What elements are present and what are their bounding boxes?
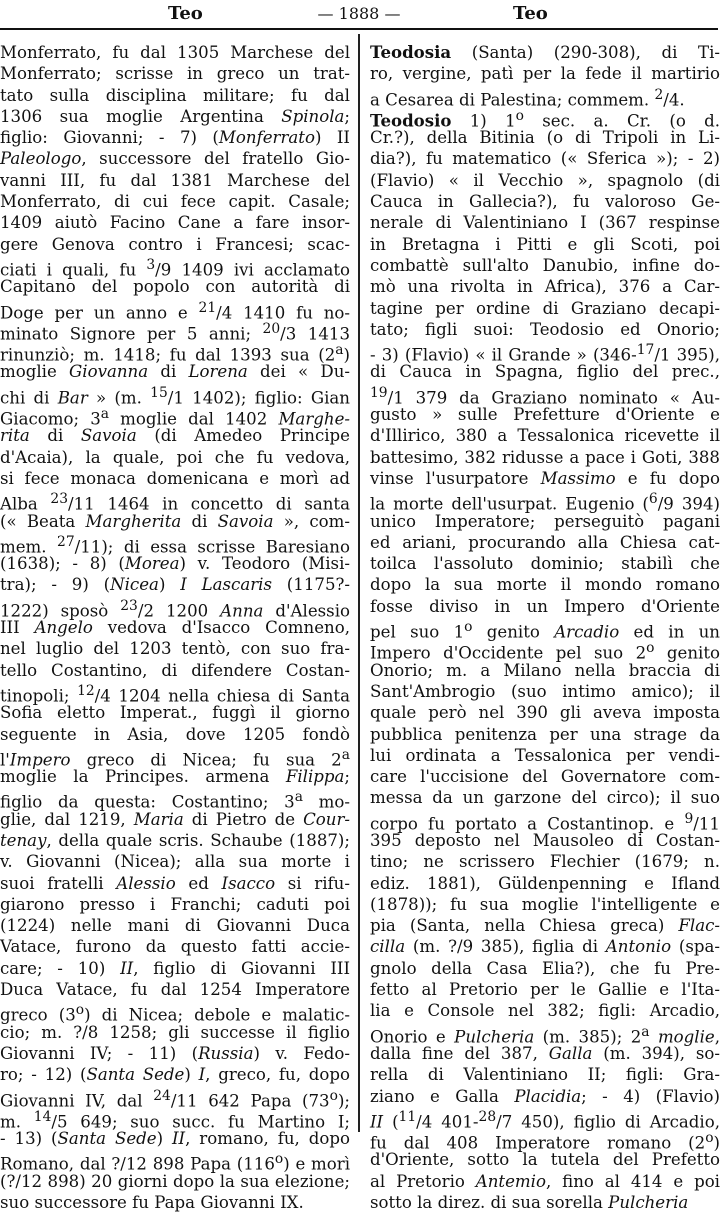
text-line: tenay, della quale scris. Schaube (1887); bbox=[0, 830, 350, 850]
text-line: gnolo della Casa Elia?), che fu Pre- bbox=[370, 958, 720, 978]
text-line: lui ordinata a Tessalonica per vendi- bbox=[370, 745, 720, 765]
text-line: (1878)); fu sua moglie l'intelligente e bbox=[370, 894, 720, 914]
text-line: ciati i quali, fu $^3$/9 1409 ivi acclamato bbox=[0, 256, 350, 280]
text-line: Giovanni IV; - 11) (Russia) v. Fedo- bbox=[0, 1043, 350, 1063]
text-line: giarono presso i Franchi; caduti poi bbox=[0, 894, 350, 914]
text-line: fosse diviso in un Impero d'Oriente bbox=[370, 596, 720, 616]
text-line: tino; ne scrissero Flechier (1679; n. bbox=[370, 852, 720, 872]
text-line: Capitano del popolo con autorità di bbox=[0, 277, 350, 297]
text-line: ro, vergine, patì per la fede il martirio bbox=[370, 64, 720, 84]
text-line: unico Imperatore; perseguitò pagani bbox=[370, 511, 720, 531]
text-line: pia (Santa, nella Chiesa greca) Flac- bbox=[370, 916, 720, 936]
text-line: moglie Giovanna di Lorena dei « Du- bbox=[0, 362, 350, 382]
text-line: dalla fine del 387, Galla (m. 394), so- bbox=[370, 1043, 720, 1063]
text-line: vanni III, fu dal 1381 Marchese del bbox=[0, 170, 350, 190]
text-line: Sofia eletto Imperat., fuggì il giorno bbox=[0, 703, 350, 723]
text-line: Onorio; m. a Milano nella braccia di bbox=[370, 660, 720, 680]
text-line: la morte dell'usurpat. Eugenio ($^6$/9 394) bbox=[370, 491, 720, 514]
text-line: si fece monaca domenicana e morì ad bbox=[0, 468, 350, 488]
text-line: Giacomo; 3$^a$ moglie dal 1402 Marghe- bbox=[0, 406, 350, 429]
text-line: 395 deposto nel Mausoleo di Costan- bbox=[370, 830, 720, 850]
text-line: 1306 sua moglie Argentina Spinola; bbox=[0, 106, 350, 126]
text-line: lia e Console nel 382; figli: Arcadio, bbox=[370, 1001, 720, 1021]
text-line: rella di Valentiniano II; figli: Gra- bbox=[370, 1065, 720, 1085]
text-line: Cauca in Gallecia?), fu valoroso Ge- bbox=[370, 192, 720, 212]
text-line: combattè sull'alto Danubio, infine do- bbox=[370, 255, 720, 275]
text-line: Monferrato, fu dal 1305 Marchese del bbox=[0, 43, 350, 62]
text-line: tinopoli; $^{12}$/4 1204 nella chiesa di Santa bbox=[0, 682, 350, 706]
text-line: gusto » sulle Prefetture d'Oriente e bbox=[370, 405, 720, 425]
text-line: tato sulla disciplina militare; fu dal bbox=[0, 85, 350, 105]
text-line: 1409 aiutò Facino Cane a fare insor- bbox=[0, 213, 350, 233]
text-line: $^{19}$/1 379 da Graziano nominato « Au- bbox=[370, 384, 720, 408]
page-header bbox=[0, 0, 718, 30]
text-line: fu dal 408 Imperatore romano (2$^o$) bbox=[370, 1130, 720, 1153]
text-line: III Angelo vedova d'Isacco Comneno, bbox=[0, 618, 350, 638]
text-line: Teodosio 1) 1$^o$ sec. a. Cr. (o d. bbox=[370, 107, 720, 131]
text-line: battesimo, 382 ridusse a pace i Goti, 388 bbox=[370, 447, 720, 467]
text-line: pel suo 1$^o$ genito Arcadio ed in un bbox=[370, 619, 720, 642]
text-line: seguente in Asia, dove 1205 fondò bbox=[0, 724, 350, 744]
text-line: nerale di Valentiniano I (367 respinse bbox=[370, 213, 720, 233]
text-line: ro; - 12) (Santa Sede) I, greco, fu, dopo bbox=[0, 1065, 350, 1085]
text-line: al Pretorio Antemio, fino al 414 e poi bbox=[370, 1171, 720, 1191]
text-line: rita di Savoia (di Amedeo Principe bbox=[0, 426, 350, 446]
text-line: minato Signore per 5 anni; $^{20}$/3 1413 bbox=[0, 320, 351, 344]
text-line: Sant'Ambrogio (suo intimo amico); il bbox=[370, 681, 720, 701]
right-column bbox=[370, 42, 720, 1213]
text-line: (1224) nelle mani di Giovanni Duca bbox=[0, 916, 350, 936]
text-line: Giovanni IV, dal $^{24}$/11 642 Papa (73$^o$); bbox=[0, 1087, 351, 1111]
text-line: Impero d'Occidente pel suo 2$^o$ genito bbox=[370, 640, 720, 663]
text-line: sotto la direz. di sua sorella Pulcheria bbox=[370, 1193, 689, 1213]
text-line: messa da un garzone del circo); il suo bbox=[370, 788, 720, 808]
text-line: nel luglio del 1203 tentò, con suo fra- bbox=[0, 639, 350, 659]
text-line: v. Giovanni (Nicea); alla sua morte i bbox=[0, 852, 350, 872]
text-line: Teodosia (Santa) (290-308), di Ti- bbox=[370, 42, 720, 62]
text-line: pubblica penitenza per una strage da bbox=[370, 724, 720, 744]
text-line: 1222) sposò $^{23}$/2 1200 Anna d'Alessio bbox=[0, 597, 350, 621]
text-line: ziano e Galla Placidia; - 4) (Flavio) bbox=[370, 1086, 720, 1106]
text-line: di Cauca in Spagna, figlio del prec., bbox=[370, 362, 720, 382]
text-line: mem. $^{27}$/11); di essa scrisse Baresiano bbox=[0, 533, 350, 557]
text-line: Romano, dal ?/12 898 Papa (116$^o$) e morì bbox=[0, 1151, 350, 1174]
text-line: d'Illirico, 380 a Tessalonica ricevette il bbox=[370, 426, 720, 446]
text-line: dopo la sua morte il mondo romano bbox=[370, 575, 720, 595]
text-line: II ($^{11}$/4 401-$^{28}$/7 450), figlio di Arcadio, bbox=[370, 1108, 720, 1132]
text-line: tato; figli suoi: Teodosio ed Onorio; bbox=[370, 319, 720, 339]
text-line: d'Oriente, sotto la tutela del Prefetto bbox=[370, 1150, 720, 1170]
text-line: figlio: Giovanni; - 7) (Monferrato) II bbox=[0, 128, 350, 148]
text-line: Doge per un anno e $^{21}$/4 1410 fu no- bbox=[0, 299, 350, 323]
text-line: glie, dal 1219, Maria di Pietro de Cour- bbox=[0, 809, 350, 829]
text-line: Paleologo, successore del fratello Gio- bbox=[0, 149, 350, 169]
text-line: - 3) (Flavio) « il Grande » (346-$^{17}$/1 395), bbox=[370, 342, 720, 365]
text-line: Duca Vatace, fu dal 1254 Imperatore bbox=[0, 980, 350, 1000]
header-left-word: Teo bbox=[168, 3, 203, 24]
text-line: (Flavio) « il Vecchio », spagnolo (di bbox=[370, 170, 720, 190]
text-line: in Bretagna i Pitti e gli Scoti, poi bbox=[370, 234, 720, 254]
text-line: Onorio e Pulcheria (m. 385); 2$^a$ moglie, bbox=[370, 1023, 720, 1047]
text-line: ediz. 1881), Güldenpenning e Ifland bbox=[370, 873, 720, 893]
text-line: (« Beata Margherita di Savoia », com- bbox=[0, 511, 350, 531]
text-line: care l'uccisione del Governatore com- bbox=[370, 767, 720, 787]
text-line: suoi fratelli Alessio ed Isacco si rifu- bbox=[0, 873, 350, 893]
text-line: fetto al Pretorio per le Gallie e l'Ita- bbox=[370, 980, 720, 1000]
text-line: d'Acaia), la quale, poi che fu vedova, bbox=[0, 447, 350, 467]
text-line: rinunziò; m. 1418; fu dal 1393 sua (2$^a$) bbox=[0, 342, 350, 365]
page-number: — 1888 — bbox=[317, 4, 401, 23]
text-line: Monferrato, di cui fece capit. Casale; bbox=[0, 192, 350, 212]
left-column bbox=[0, 42, 350, 1213]
text-line: greco (3$^o$) di Nicea; debole e malatic- bbox=[0, 1002, 350, 1025]
text-line: tra); - 9) (Nicea) I Lascaris (1175?- bbox=[0, 575, 351, 595]
text-line: l'Impero greco di Nicea; fu sua 2$^a$ bbox=[0, 746, 350, 770]
text-line: toilca l'assoluto dominio; stabilì che bbox=[370, 554, 720, 574]
text-line: mò una rivolta in Africa), 376 a Car- bbox=[370, 277, 720, 297]
text-line: m. $^{14}$/5 649; suo succ. fu Martino I; bbox=[0, 1108, 350, 1132]
text-line: chi di Bar » (m. $^{15}$/1 1402); figlio: Gian bbox=[0, 384, 350, 408]
text-line: figlio da questa: Costantino; 3$^a$ mo- bbox=[0, 789, 350, 812]
text-line: dia?), fu matematico (« Sferica »); - 2) bbox=[370, 149, 720, 169]
column-divider bbox=[358, 34, 360, 1132]
text-line: (1638); - 8) (Morea) v. Teodoro (Misi- bbox=[0, 554, 350, 574]
text-line: quale però nel 390 gli aveva imposta bbox=[370, 703, 720, 723]
text-line: corpo fu portato a Costantinop. e $^9$/11 bbox=[370, 810, 720, 834]
header-right-word: Teo bbox=[513, 3, 548, 24]
text-line: Vatace, furono da questo fatti accie- bbox=[0, 937, 350, 957]
text-line: Monferrato; scrisse in greco un trat- bbox=[0, 64, 350, 84]
text-line: care; - 10) II, figlio di Giovanni III bbox=[0, 958, 350, 978]
text-line: suo successore fu Papa Giovanni IX. bbox=[0, 1193, 304, 1213]
text-line: - 13) (Santa Sede) II, romano, fu, dopo bbox=[0, 1129, 350, 1149]
text-line: Alba $^{23}$/11 1464 in concetto di santa bbox=[0, 491, 350, 514]
text-line: Cr.?), della Bitinia (o di Tripoli in Li- bbox=[370, 128, 720, 148]
text-line: cio; m. ?/8 1258; gli successe il figlio bbox=[0, 1022, 350, 1042]
text-line: tagine per ordine di Graziano decapi- bbox=[370, 298, 720, 318]
text-line: (?/12 898) 20 giorni dopo la sua elezione; bbox=[0, 1171, 350, 1191]
text-line: cilla (m. ?/9 385), figlia di Antonio (spa- bbox=[370, 937, 720, 957]
text-line: a Cesarea di Palestina; commem. $^2$/4. bbox=[370, 86, 685, 110]
text-line: ed ariani, procurando alla Chiesa cat- bbox=[370, 532, 720, 552]
text-line: vinse l'usurpatore Massimo e fu dopo bbox=[370, 468, 720, 488]
text-line: gere Genova contro i Francesi; scac- bbox=[0, 234, 350, 254]
text-line: tello Costantino, di difendere Costan- bbox=[0, 660, 350, 680]
text-line: moglie la Principes. armena Filippa; bbox=[0, 767, 350, 787]
